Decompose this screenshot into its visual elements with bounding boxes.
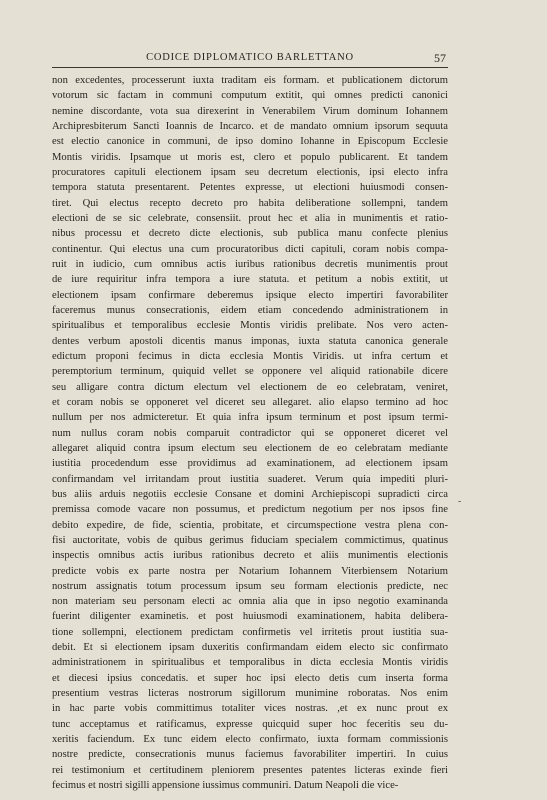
text-line: inspectis omnibus actis iuribus rationibus decreto et aliis munimentis electionis	[52, 550, 448, 562]
text-line: dentes verbum apostoli dicentis manus imponas, iuxta statuta canonica generale	[52, 335, 448, 347]
text-line: continentur. Qui electus una cum procuratoribus dicti capituli, coram nobis compa-	[52, 243, 448, 255]
text-line: non excedentes, processerunt iuxta traditam eis formam. et publicationem dictorum	[52, 75, 448, 86]
text-line: tempora statuta presentarent. Petentes expresse, ut electioni huiusmodi consen-	[52, 182, 448, 194]
text-line: nullum per nos admicteretur. Et quia infra ipsum terminum et post ipsum termi-	[52, 412, 448, 424]
text-line: Archipresbiterum Sancti Ioannis de Incarco. et de mandato omnium ipsorum sequuta	[52, 120, 448, 132]
text-line: nostre predicte, consecrationis munus faciemus favorabiliter impertiri. In cuius	[52, 749, 448, 761]
text-line: allegaret aliquid contra ipsum electum seu electionem de eo celebratam mediante	[52, 442, 448, 454]
text-line: et coram nobis se opponeret vel diceret seu allegaret. alio elapso termino ad hoc	[52, 396, 448, 408]
text-line: ruit in iudicio, cum omnibus actis iuribus rationibus decretis munimentis prout	[52, 258, 448, 270]
text-line: electioni de se sic celebrate, consensiit. prout hec et alia in munimentis et ratio-	[52, 212, 448, 224]
text-line: in hac parte vobis committimus totaliter vices nostras. ,et ex nunc prout ex	[52, 703, 448, 715]
text-line: peremptorium terminum, quiquid vellet se opponere vel aliquid rationabile dicere	[52, 366, 448, 378]
text-line: tione sollempni, electionem predictam confirmetis vel irritetis prout iustitia sua-	[52, 626, 448, 638]
text-line: administrationem in spiritualibus et temporalibus in dicta ecclesia Montis viridis	[52, 657, 448, 669]
text-line: votorum sic factam in communi computum extitit, qui omnes predicti canonici	[52, 90, 448, 102]
text-line: seu alligare contra dictum electum vel electionem de eo celebratam, veniret,	[52, 381, 448, 393]
text-line: nemine discordante, vota sua direxerint in Venerabilem Virum dominum Iohannem	[52, 105, 448, 117]
text-line: tiret. Qui electus recepto decreto pro habita deliberatione sollempni, tandem	[52, 197, 448, 209]
text-line: Montis viridis. Ipsamque ut moris est, clero et populo publicarent. Et tandem	[52, 151, 448, 163]
text-line: tunc acceptamus et ratificamus, expresse quicquid super hoc feceritis seu du-	[52, 718, 448, 730]
text-line: procuratores capituli electionem ipsam seu decretum electionis, ipsi electo infra	[52, 166, 448, 178]
text-line: debito expedire, de fide, scientia, probitate, et circumspectione vestra plena con-	[52, 519, 448, 531]
text-line: non materiam seu personam electi ac omnia alia que in ipso negotio examinanda	[52, 596, 448, 608]
text-line: et diecesi ipsius concedatis. et super hoc ipsi electo detis cum inserta forma	[52, 672, 448, 684]
text-line: num nullus coram nobis comparuit contradictor qui se opponeret diceret vel	[52, 427, 448, 439]
text-line: edictum proponi fecimus in dicta ecclesia Montis Viridis. ut infra certum et	[52, 350, 448, 362]
text-line: confirmandam vel irritandam prout iustitia suaderet. Verum quia impediti pluri-	[52, 473, 448, 485]
text-line: rei testimonium et certitudinem pleniorem presentes patentes licteras exinde fieri	[52, 764, 448, 776]
running-header	[52, 52, 448, 66]
text-line: fisi auctoritate, vobis de quibus gerimus fiduciam specialem commictimus, quatinus	[52, 534, 448, 546]
text-line: predicte vobis ex parte nostra per Notarium Iohannem Viterbiensem Notarium	[52, 565, 448, 577]
text-line: nibus processu et decreto dicte electionis, sub publica manu confecte plenius	[52, 228, 448, 240]
text-line: nostrum assignatis totum processum ipsum seu formam electionis predicte, nec	[52, 580, 448, 592]
text-line: fuerint diligenter examinetis. et post huiusmodi examinationem, habita delibera-	[52, 611, 448, 623]
text-line: iustitia procedendum esse providimus ad examinationem, ad electionem ipsam	[52, 458, 448, 470]
margin-mark: -	[458, 496, 462, 507]
text-line: xeritis faciendum. Ex tunc eidem electo confirmato, iuxta formam commissionis	[52, 734, 448, 746]
text-line: fecimus et nostri sigilli appensione iussimus communiri. Datum Neapoli die vice-	[52, 780, 399, 792]
text-line: faceremus munus consecrationis, eidem etiam concedendo administrationem in	[52, 304, 448, 316]
text-line: de iure requiritur infra tempora a iure statuta. et petitum a nobis extitit, ut	[52, 274, 448, 286]
text-line: electionem ipsam confirmare deberemus ipsique electo impertiri favorabiliter	[52, 289, 448, 301]
page-number: 57	[434, 51, 446, 65]
text-line: bus aliis arduis negotiis ecclesie Consane et domini Archiepiscopi supradicti circa	[52, 488, 448, 500]
text-line: spiritualibus et temporalibus ecclesie Montis viridis prelibate. Nos vero acten-	[52, 320, 448, 332]
header-title: CODICE DIPLOMATICO BARLETTANO	[146, 52, 354, 63]
header-rule	[52, 67, 448, 68]
text-line: presentium vestras licteras nostrorum sigillorum munimine roboratas. Nos enim	[52, 688, 448, 700]
body-text	[52, 73, 448, 793]
text-line: premissa comode vacare non possumus, et predictum negotium per nos ipsos fine	[52, 504, 448, 516]
text-line: est electio canonice in communi, de ipso domino Iohanne in Episcopum Ecclesie	[52, 136, 448, 148]
text-line: debit. Et si electionem ipsam duxeritis confirmandam eidem electo sic confirmato	[52, 642, 448, 654]
